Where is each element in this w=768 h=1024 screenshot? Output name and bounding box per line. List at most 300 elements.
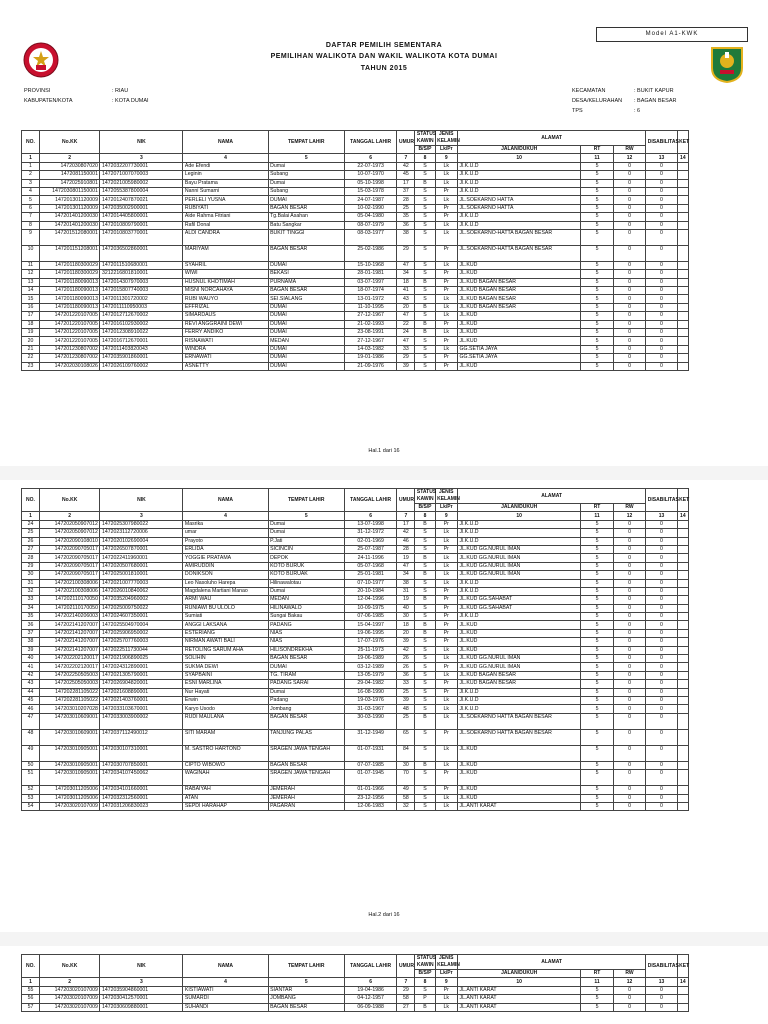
col-disabilitas: DISABILITAS bbox=[646, 489, 677, 512]
row-tanggal-lahir: 10-02-1990 bbox=[344, 204, 397, 212]
row-rw: 0 bbox=[613, 320, 646, 328]
row-tempat-lahir: NIAS bbox=[268, 629, 344, 637]
row-disabilitas: 0 bbox=[646, 646, 677, 654]
row-no: 36 bbox=[22, 621, 40, 629]
col-nama: NAMA bbox=[183, 131, 268, 154]
row-nama: MISNI NORCAHAYA bbox=[183, 287, 268, 295]
row-nokk: 1472081150001 bbox=[39, 171, 100, 179]
row-tempat-lahir: DUMAI bbox=[268, 320, 344, 328]
col-number: 4 bbox=[183, 154, 268, 162]
row-jalan: JL.KUD BAGAN BESAR bbox=[457, 287, 580, 295]
row-jk: Lk bbox=[435, 312, 457, 320]
row-rw: 0 bbox=[613, 596, 646, 604]
row-status: S bbox=[415, 312, 435, 320]
row-jk: Pr bbox=[435, 770, 457, 786]
col-number: 4 bbox=[183, 978, 268, 986]
row-jalan: Jl.K.U.D bbox=[457, 520, 580, 528]
row-status: S bbox=[415, 579, 435, 587]
row-jk: Lk bbox=[435, 794, 457, 802]
row-disabilitas: 0 bbox=[646, 587, 677, 595]
row-tempat-lahir: PADANG bbox=[268, 621, 344, 629]
row-tanggal-lahir: 25-02-1986 bbox=[344, 245, 397, 261]
row-status: S bbox=[415, 696, 435, 704]
row-disabilitas: 0 bbox=[646, 179, 677, 187]
row-tempat-lahir: BAGAN BESAR bbox=[268, 655, 344, 663]
table-row bbox=[22, 655, 689, 663]
row-jalan: JL.KUD bbox=[457, 761, 580, 769]
row-rt: 5 bbox=[581, 287, 614, 295]
col-tempat-lahir: TEMPAT LAHIR bbox=[268, 489, 344, 512]
row-rt: 5 bbox=[581, 537, 614, 545]
row-umur: 39 bbox=[397, 362, 415, 370]
row-ket bbox=[677, 986, 688, 994]
row-nokk: 147202141207007 bbox=[39, 629, 100, 637]
col-number: 11 bbox=[581, 978, 614, 986]
col-number: 13 bbox=[646, 154, 677, 162]
row-rw: 0 bbox=[613, 229, 646, 245]
col-number: 11 bbox=[581, 154, 614, 162]
col-umur: UMUR bbox=[397, 955, 415, 978]
row-nokk: 147203010609001 bbox=[39, 729, 100, 745]
col-status-kawin: STATUS KAWIN bbox=[416, 489, 437, 502]
row-disabilitas: 0 bbox=[646, 337, 677, 345]
row-rw: 0 bbox=[613, 587, 646, 595]
col-rw: RW bbox=[613, 970, 646, 978]
row-disabilitas: 0 bbox=[646, 278, 677, 286]
col-nik: NIK bbox=[100, 131, 183, 154]
row-nik: 1472025707760003 bbox=[100, 638, 183, 646]
row-disabilitas: 0 bbox=[646, 312, 677, 320]
row-nik: 1472033103670001 bbox=[100, 705, 183, 713]
row-no: 35 bbox=[22, 613, 40, 621]
row-no: 54 bbox=[22, 802, 40, 810]
row-rw: 0 bbox=[613, 545, 646, 553]
row-no: 40 bbox=[22, 655, 40, 663]
row-status: S bbox=[415, 646, 435, 654]
row-jk: Pr bbox=[435, 354, 457, 362]
row-ket bbox=[677, 312, 688, 320]
row-status: S bbox=[415, 196, 435, 204]
col-status-kawin: STATUS KAWIN bbox=[416, 955, 437, 968]
row-nokk: 147202090705017 bbox=[39, 571, 100, 579]
row-ket bbox=[677, 655, 688, 663]
row-nik: 1472022511730044 bbox=[100, 646, 183, 654]
row-tempat-lahir: KOTO BURUK bbox=[268, 562, 344, 570]
row-no: 17 bbox=[22, 312, 40, 320]
row-nik: 1472021608890001 bbox=[100, 688, 183, 696]
row-no: 23 bbox=[22, 362, 40, 370]
row-no: 57 bbox=[22, 1003, 40, 1011]
row-tanggal-lahir: 23-08-1991 bbox=[344, 329, 397, 337]
row-nama: umar bbox=[183, 529, 268, 537]
col-number: 10 bbox=[457, 978, 580, 986]
row-nama: WIWI bbox=[183, 270, 268, 278]
row-tanggal-lahir: 05-07-1968 bbox=[344, 562, 397, 570]
col-alamat: ALAMAT bbox=[457, 131, 645, 146]
row-status: S bbox=[415, 229, 435, 245]
row-umur: 20 bbox=[397, 629, 415, 637]
row-tanggal-lahir: 27-12-1967 bbox=[344, 337, 397, 345]
table-row bbox=[22, 729, 689, 745]
row-jk: Lk bbox=[435, 705, 457, 713]
row-no: 48 bbox=[22, 729, 40, 745]
row-rw: 0 bbox=[613, 354, 646, 362]
table-row bbox=[22, 1003, 689, 1011]
row-nama: RUNIAWI BU ULOLO bbox=[183, 604, 268, 612]
row-jalan: Jl.K.U.D bbox=[457, 179, 580, 187]
row-status: B bbox=[415, 329, 435, 337]
row-no: 34 bbox=[22, 604, 40, 612]
col-jalan: JALAN/DUKUH bbox=[457, 146, 580, 154]
col-number: 14 bbox=[677, 154, 688, 162]
row-nokk: 147203011205006 bbox=[39, 786, 100, 794]
row-rw: 0 bbox=[613, 663, 646, 671]
row-no: 11 bbox=[22, 261, 40, 269]
row-tanggal-lahir: 05-04-1980 bbox=[344, 213, 397, 221]
row-tanggal-lahir: 31-12-1949 bbox=[344, 729, 397, 745]
col-rt: RT bbox=[581, 146, 614, 154]
row-nik: 1472016712670001 bbox=[100, 337, 183, 345]
row-rt: 5 bbox=[581, 745, 614, 761]
row-ket bbox=[677, 562, 688, 570]
row-tempat-lahir: Sungai Bakau bbox=[268, 613, 344, 621]
row-status: S bbox=[415, 537, 435, 545]
row-nama: RETOLING SARUM AHA bbox=[183, 646, 268, 654]
row-disabilitas: 0 bbox=[646, 604, 677, 612]
row-rt: 5 bbox=[581, 229, 614, 245]
row-jalan: Jl.K.U.D bbox=[457, 613, 580, 621]
row-rw: 0 bbox=[613, 345, 646, 353]
col-jalan: JALAN/DUKUH bbox=[457, 504, 580, 512]
row-rt: 5 bbox=[581, 761, 614, 769]
region-info-right bbox=[572, 86, 677, 116]
row-nama: ERLIDA bbox=[183, 545, 268, 553]
row-nik: 1472021005980002 bbox=[100, 179, 183, 187]
row-jk: Lk bbox=[435, 761, 457, 769]
row-nik: 1472011110950003 bbox=[100, 303, 183, 311]
row-tempat-lahir: Dumai bbox=[268, 587, 344, 595]
row-no: 49 bbox=[22, 745, 40, 761]
row-ket bbox=[677, 646, 688, 654]
meta-label: KECAMATAN bbox=[572, 88, 606, 94]
col-alamat: ALAMAT bbox=[457, 489, 645, 504]
table-row bbox=[22, 171, 689, 179]
row-jk: Lk bbox=[435, 179, 457, 187]
row-nama: SEPDI HARAHAP bbox=[183, 802, 268, 810]
row-tempat-lahir: PAGARAN bbox=[268, 802, 344, 810]
row-umur: 17 bbox=[397, 520, 415, 528]
table-row bbox=[22, 196, 689, 204]
row-nik: 1472037112490012 bbox=[100, 729, 183, 745]
row-tanggal-lahir: 25-01-1981 bbox=[344, 571, 397, 579]
row-nokk: 147201180300029 bbox=[39, 270, 100, 278]
row-disabilitas: 0 bbox=[646, 761, 677, 769]
row-tempat-lahir: NIAS bbox=[268, 638, 344, 646]
col-number: 12 bbox=[613, 154, 646, 162]
row-disabilitas: 0 bbox=[646, 162, 677, 170]
row-no: 24 bbox=[22, 520, 40, 528]
row-tanggal-lahir: 24-07-1987 bbox=[344, 196, 397, 204]
col-alamat: ALAMAT bbox=[457, 955, 645, 970]
row-ket bbox=[677, 696, 688, 704]
row-nik: 1472015807740003 bbox=[100, 287, 183, 295]
row-umur: 47 bbox=[397, 337, 415, 345]
row-nik: 1472010803770001 bbox=[100, 229, 183, 245]
row-no: 7 bbox=[22, 213, 40, 221]
row-nama: Leo Nasoluho Harepa bbox=[183, 579, 268, 587]
row-umur: 70 bbox=[397, 770, 415, 786]
row-disabilitas: 0 bbox=[646, 629, 677, 637]
row-jalan: Jl.K.U.D bbox=[457, 187, 580, 195]
col-rw: RW bbox=[613, 146, 646, 154]
row-tanggal-lahir: 29-04-1982 bbox=[344, 680, 397, 688]
col-number: 2 bbox=[39, 512, 100, 520]
row-nokk: 147202110170050 bbox=[39, 596, 100, 604]
row-nik: 1472035901860001 bbox=[100, 354, 183, 362]
row-ket bbox=[677, 713, 688, 729]
row-status: B bbox=[415, 303, 435, 311]
row-jk: Lk bbox=[435, 529, 457, 537]
meta-label: PROVINSI bbox=[24, 88, 51, 94]
row-status: B bbox=[415, 629, 435, 637]
row-rt: 5 bbox=[581, 596, 614, 604]
table-row bbox=[22, 329, 689, 337]
col-no: NO. bbox=[22, 131, 40, 154]
col-number: 13 bbox=[646, 978, 677, 986]
row-jalan: JL.KUD bbox=[457, 629, 580, 637]
row-no: 21 bbox=[22, 345, 40, 353]
document-year: TAHUN 2015 bbox=[360, 65, 408, 72]
row-jk: Lk bbox=[435, 196, 457, 204]
col-rt: RT bbox=[581, 504, 614, 512]
row-rw: 0 bbox=[613, 646, 646, 654]
row-nama: YOGGIE PRATAMA bbox=[183, 554, 268, 562]
row-jk: Pr bbox=[435, 688, 457, 696]
row-status: S bbox=[415, 171, 435, 179]
row-jk: Pr bbox=[435, 520, 457, 528]
row-ket bbox=[677, 354, 688, 362]
row-jalan: Jl.K.U.D bbox=[457, 705, 580, 713]
row-ket bbox=[677, 629, 688, 637]
row-jalan: JL.KUD GG.NURUL IMAN bbox=[457, 545, 580, 553]
row-disabilitas: 0 bbox=[646, 245, 677, 261]
row-nokk: 147203010207028 bbox=[39, 705, 100, 713]
row-status: S bbox=[415, 729, 435, 745]
row-status: S bbox=[415, 786, 435, 794]
row-nik: 1472026010840062 bbox=[100, 587, 183, 595]
row-jalan: JL.ANTI KARAT bbox=[457, 1003, 580, 1011]
meta-label: KABUPATEN/KOTA bbox=[24, 98, 73, 104]
row-tanggal-lahir: 07-07-1985 bbox=[344, 761, 397, 769]
row-umur: 41 bbox=[397, 287, 415, 295]
row-jk: Lk bbox=[435, 562, 457, 570]
row-nokk: 147202030108026 bbox=[39, 362, 100, 370]
row-rt: 5 bbox=[581, 688, 614, 696]
row-no: 20 bbox=[22, 337, 40, 345]
row-rw: 0 bbox=[613, 261, 646, 269]
row-nik: 1472011301720002 bbox=[100, 295, 183, 303]
row-tempat-lahir: DUMAI bbox=[268, 196, 344, 204]
table-row bbox=[22, 613, 689, 621]
row-rt: 5 bbox=[581, 663, 614, 671]
row-ket bbox=[677, 162, 688, 170]
row-ket bbox=[677, 287, 688, 295]
row-umur: 84 bbox=[397, 745, 415, 761]
meta-value: : 6 bbox=[634, 108, 641, 114]
row-jalan: JL.KUD bbox=[457, 786, 580, 794]
row-jk: Pr bbox=[435, 337, 457, 345]
row-nama: MARIYAM bbox=[183, 245, 268, 261]
row-status: B bbox=[415, 278, 435, 286]
page-separator bbox=[0, 466, 768, 480]
col-nokk: No.KK bbox=[39, 955, 100, 978]
row-no: 22 bbox=[22, 354, 40, 362]
row-rt: 5 bbox=[581, 604, 614, 612]
col-number: 5 bbox=[268, 978, 344, 986]
row-jk: Lk bbox=[435, 655, 457, 663]
row-nama: WAGINAH bbox=[183, 770, 268, 786]
row-ket bbox=[677, 554, 688, 562]
row-nama: Bayu Pratama bbox=[183, 179, 268, 187]
row-ket bbox=[677, 362, 688, 370]
row-jk: Lk bbox=[435, 995, 457, 1003]
col-number: 9 bbox=[435, 154, 457, 162]
row-ket bbox=[677, 794, 688, 802]
table-row bbox=[22, 680, 689, 688]
row-tempat-lahir: DUMAI bbox=[268, 354, 344, 362]
row-jk: Lk bbox=[435, 579, 457, 587]
row-nama: SYAPBAINI bbox=[183, 671, 268, 679]
row-tanggal-lahir: 12-04-1996 bbox=[344, 596, 397, 604]
row-no: 5 bbox=[22, 196, 40, 204]
row-tanggal-lahir: 25-07-1987 bbox=[344, 545, 397, 553]
row-tempat-lahir: MEDAN bbox=[268, 337, 344, 345]
row-tanggal-lahir: 11-10-1995 bbox=[344, 303, 397, 311]
row-umur: 29 bbox=[397, 986, 415, 994]
col-number: 14 bbox=[677, 512, 688, 520]
row-nik: 1472024312890001 bbox=[100, 663, 183, 671]
row-nik: 1472071007070003 bbox=[100, 171, 183, 179]
row-status: B bbox=[415, 596, 435, 604]
row-tempat-lahir: SIANTAR bbox=[268, 986, 344, 994]
row-ket bbox=[677, 270, 688, 278]
row-status: S bbox=[415, 204, 435, 212]
row-tempat-lahir: BAGAN BESAR bbox=[268, 245, 344, 261]
row-nik: 1472025009750022 bbox=[100, 604, 183, 612]
row-status: B bbox=[415, 520, 435, 528]
row-ket bbox=[677, 171, 688, 179]
row-tempat-lahir: TANJUNG PALAS bbox=[268, 729, 344, 745]
row-disabilitas: 0 bbox=[646, 802, 677, 810]
row-jk: Pr bbox=[435, 613, 457, 621]
row-nokk: 147202050907012 bbox=[39, 529, 100, 537]
row-nik: 1472034101660001 bbox=[100, 786, 183, 794]
row-nik: 1472012308910022 bbox=[100, 329, 183, 337]
table-row bbox=[22, 794, 689, 802]
row-nama: SYAHRIL bbox=[183, 261, 268, 269]
row-rw: 0 bbox=[613, 529, 646, 537]
row-nokk: 147202141207007 bbox=[39, 638, 100, 646]
row-umur: 39 bbox=[397, 696, 415, 704]
row-ket bbox=[677, 261, 688, 269]
row-umur: 48 bbox=[397, 705, 415, 713]
row-status: B bbox=[415, 713, 435, 729]
table-row bbox=[22, 596, 689, 604]
row-no: 45 bbox=[22, 696, 40, 704]
row-jalan: Jl.K.U.D bbox=[457, 162, 580, 170]
row-nik: 1472026109760002 bbox=[100, 362, 183, 370]
row-tanggal-lahir: 07-10-1977 bbox=[344, 579, 397, 587]
row-no: 28 bbox=[22, 554, 40, 562]
row-disabilitas: 0 bbox=[646, 786, 677, 794]
row-jk: Pr bbox=[435, 287, 457, 295]
table-row bbox=[22, 278, 689, 286]
col-number: 4 bbox=[183, 512, 268, 520]
row-rw: 0 bbox=[613, 995, 646, 1003]
row-disabilitas: 0 bbox=[646, 295, 677, 303]
row-status: S bbox=[415, 545, 435, 553]
row-disabilitas: 0 bbox=[646, 171, 677, 179]
row-status: S bbox=[415, 587, 435, 595]
row-nokk: 147202100308006 bbox=[39, 587, 100, 595]
row-nik: 1472021403760001 bbox=[100, 696, 183, 704]
row-nama: Aide Rahma Fitriani bbox=[183, 213, 268, 221]
row-no: 12 bbox=[22, 270, 40, 278]
row-nik: 3212216801810001 bbox=[100, 270, 183, 278]
row-jk: Lk bbox=[435, 745, 457, 761]
row-rt: 5 bbox=[581, 713, 614, 729]
row-no: 4 bbox=[22, 187, 40, 195]
row-nokk: 147202250505003 bbox=[39, 671, 100, 679]
row-status: S bbox=[415, 354, 435, 362]
col-number: 3 bbox=[100, 154, 183, 162]
row-nik: 1472011510680001 bbox=[100, 261, 183, 269]
table-row bbox=[22, 770, 689, 786]
row-rt: 5 bbox=[581, 162, 614, 170]
row-rt: 5 bbox=[581, 520, 614, 528]
table-row bbox=[22, 545, 689, 553]
table-row bbox=[22, 520, 689, 528]
row-nama: Nanni Sumarni bbox=[183, 187, 268, 195]
row-tempat-lahir: PURNAMA bbox=[268, 278, 344, 286]
row-nokk: 147202100308006 bbox=[39, 579, 100, 587]
row-rt: 5 bbox=[581, 295, 614, 303]
col-number: 5 bbox=[268, 154, 344, 162]
row-status: S bbox=[415, 295, 435, 303]
row-nik: 1472023112720006 bbox=[100, 529, 183, 537]
row-rw: 0 bbox=[613, 629, 646, 637]
row-jk: Pr bbox=[435, 204, 457, 212]
row-jk: Lk bbox=[435, 345, 457, 353]
row-status: S bbox=[415, 213, 435, 221]
row-nokk: 147201401200030 bbox=[39, 221, 100, 229]
row-jalan: GG.SETIA JAYA bbox=[457, 345, 580, 353]
row-no: 2 bbox=[22, 171, 40, 179]
row-tanggal-lahir: 31-03-1967 bbox=[344, 705, 397, 713]
row-nik: 1472036502860001 bbox=[100, 245, 183, 261]
row-jk: Lk bbox=[435, 1003, 457, 1011]
row-rt: 5 bbox=[581, 786, 614, 794]
row-nik: 1472022411960001 bbox=[100, 554, 183, 562]
row-tanggal-lahir: 21-02-1993 bbox=[344, 320, 397, 328]
row-no: 15 bbox=[22, 295, 40, 303]
col-no: NO. bbox=[22, 955, 40, 978]
row-rw: 0 bbox=[613, 554, 646, 562]
row-no: 46 bbox=[22, 705, 40, 713]
row-status: S bbox=[415, 362, 435, 370]
row-umur: 19 bbox=[397, 596, 415, 604]
row-umur: 35 bbox=[397, 213, 415, 221]
